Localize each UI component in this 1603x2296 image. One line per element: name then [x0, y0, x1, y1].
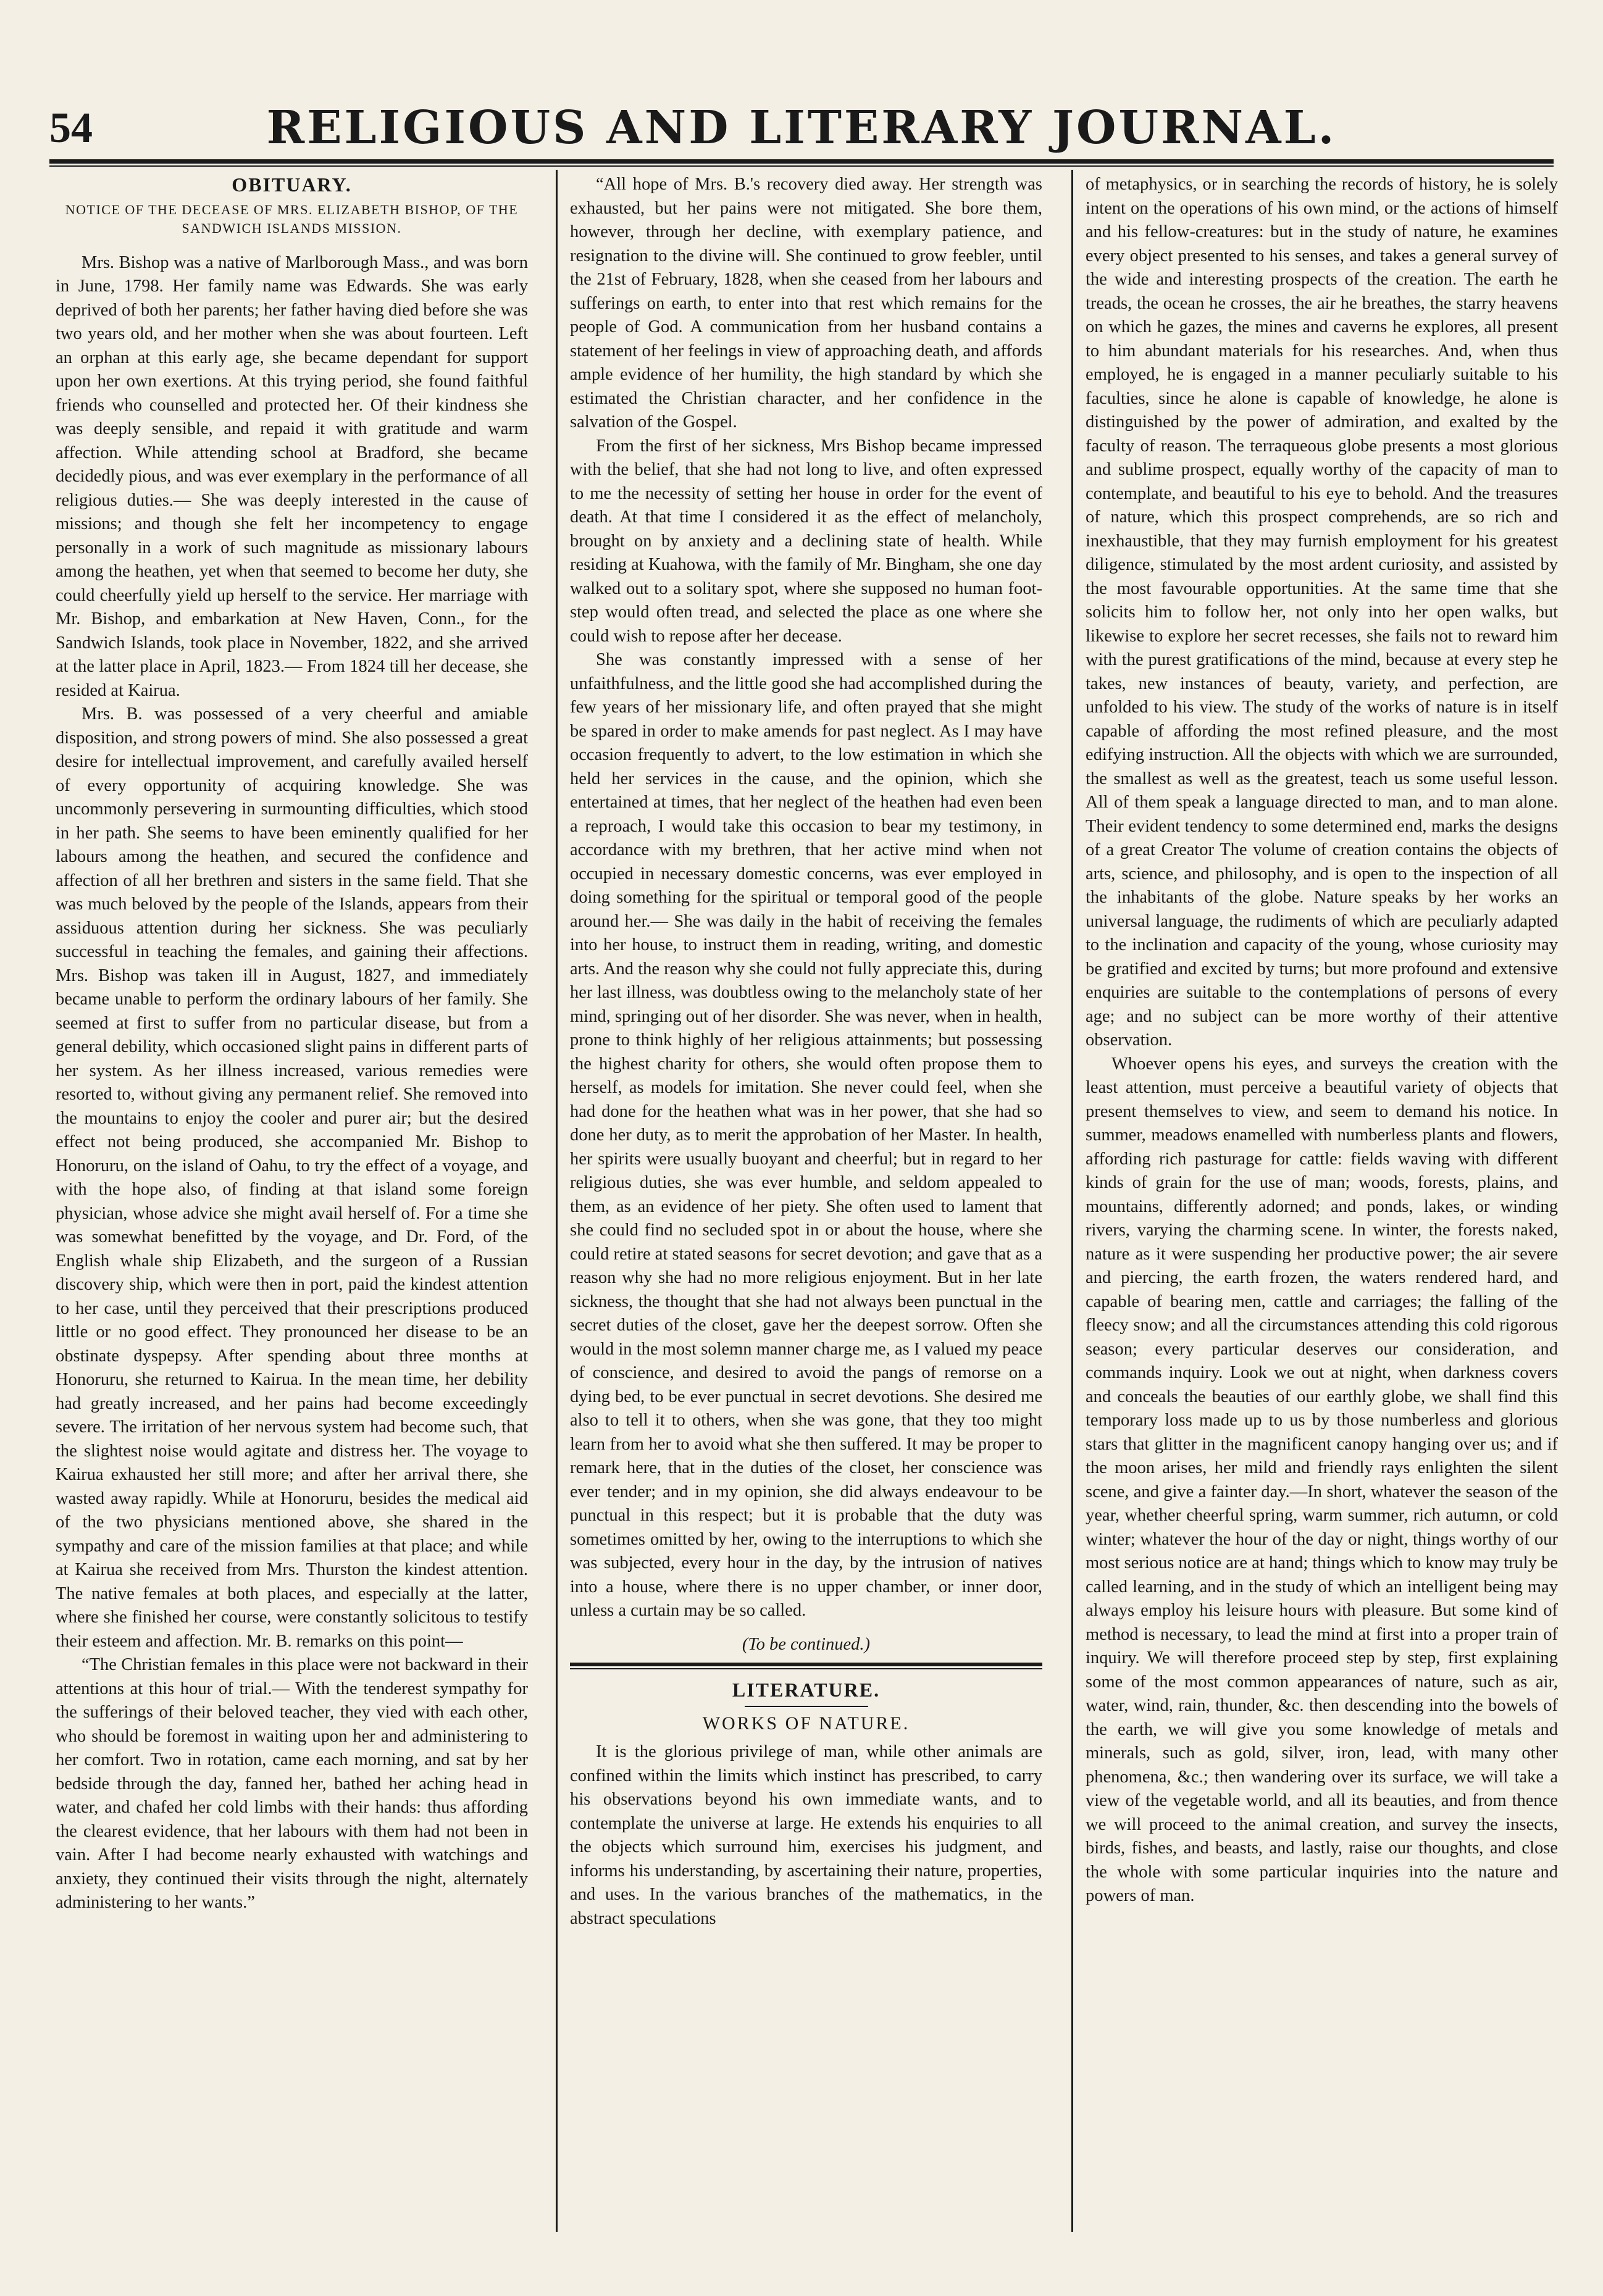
- column-divider: [1071, 170, 1073, 2232]
- column-divider: [556, 170, 558, 2232]
- obituary-paragraph: She was constantly impressed with a sense of her unfaithfulness, and the little good she had accomplished during the few years of her missionary life, and often prayed that she might be spared in order to make amends for past neglect. As I may have occasion frequently to advert, to the low estimation in which she held her services in the cause, and the opinion, which she entertained at times, that her neglect of the heathen had even been a reproach, I would take this occasion to bear my testimony, in accordance with my brethren, that her active mind when not occupied in necessary domestic concerns, was ever employed in doing something for the spiritual or temporal good of the people around her.— She was daily in the habit of receiving the females into her house, to instruct them in reading, writing, and domestic arts. And the reason why she could not fully appreciate this, during her last illness, was doubtless owing to the melancholy state of her mind, springing out of her disorder. She was never, when in health, prone to think highly of her religious attainments; but possessing the highest charity for others, she would often propose them to herself, as models for imitation. She never could feel, when she had done for the heathen what was in her power, that she had so done her duty, as to merit the approbation of her Master. In health, her spirits were usually buoyant and cheerful; but in regard to her religious duties, she was ever humble, and seldom appealed to them, as an evidence of her piety. She often used to lament that she could find no secluded spot in or about the house, where she could retire at stated seasons for secret devotion; and gave that as a reason why she had no more religious enjoyment. But in her late sickness, the thought that she had not always been punctual in the secret duties of the closet, gave her the deepest sorrow. Often she would in the most solemn manner charge me, as I valued my peace of conscience, and desired to avoid the pangs of remorse on a dying bed, to be ever punctual in secret devotions. She desired me also to tell it to others, when she was gone, that they too might learn from her to avoid what she then suffered. It may be proper to remark here, that in the duties of the closet, her conscience was ever tender; and in my opinion, she did always endeavour to be punctual in this respect; but it is probable that the duty was sometimes omitted by her, owing to the interruptions to which she was subjected, every hour in the day, by the intrusion of natives into a house, where there is no upper chamber, or inner door, unless a curtain may be so called.: [570, 650, 1042, 1620]
- obituary-paragraph: From the first of her sickness, Mrs Bishop became impressed with the belief, that she had not long to live, and often expressed to me the necessity of setting her house in order for the event of death. At that time I considered it as the effect of melancholy, brought on by anxiety and a declining state of health. While residing at Kuahowa, with the family of Mr. Bingham, she one day walked out to a solitary spot, where she supposed no human foot-step would often tread, and selected the place as one where she could wish to repose after her decease.: [570, 436, 1042, 646]
- article-title: WORKS OF NATURE.: [702, 1713, 910, 1734]
- article-paragraph: Whoever opens his eyes, and surveys the creation with the least attention, must perceive a beautiful variety of objects that present themselves to view, and seem to demand his notice. In summer, meadows enamelled with numberless plants and flowers, affording rich pasturage for cattle: fields waving with different kinds of grain for the use of man; woods, forests, plains, and mountains, differently adorned; and ponds, lakes, or winding rivers, varying the charming scene. In winter, the forests naked, nature as it were suspending her productive power; the air severe and piercing, the earth frozen, the waters rendered hard, and capable of bearing men, cattle and carriages; the falling of the fleecy snow; and all the circumstances attending this cold rigorous season; every particular deserves our consideration, and commands inquiry. Look we out at night, when darkness covers and conceals the beauties of our earthly globe, we shall find this temporary loss made up to us by those numberless and glorious stars that glitter in the magnificent canopy hanging over us; and if the moon arises, her mild and friendly rays enlighten the silent scene, and give a fainter day.—In short, whatever the season of the year, whether cheerful spring, warm summer, rich autumn, or cold winter; whatever the hour of the day or night, things worthy of our most serious notice are at hand; things which to know may truly be called learning, and in the study of which an intelligent being may always employ his leisure hours with pleasure. But some kind of method is necessary, to lead the mind at first into a proper train of inquiry. We will therefore proceed step by step, first explaining some of the most common appearances of nature, such as air, water, wind, rain, thunder, &c. then descending into the bowels of the earth, we will give you some knowledge of metals and minerals, such as gold, silver, iron, lead, with many other phenomena, &c.; then wandering over its surface, we will take a view of the vegetable world, and all its beauties, and from thence we will proceed to the animal creation, and survey the insects, birds, fishes, and beasts, and lastly, raise our thoughts, and close the whole with some particular inquiries into the nature and powers of man.: [1086, 1054, 1558, 1905]
- section-rule-thick: [570, 1663, 1042, 1666]
- continued-note: (To be continued.): [742, 1634, 871, 1654]
- column-3: [1086, 173, 1558, 2229]
- header-rule-thin: [49, 165, 1554, 167]
- page-header: [49, 99, 1554, 157]
- column-1: [56, 173, 528, 2229]
- obituary-paragraph: “The Christian females in this place were not backward in their attentions at this hour of trial.— With the tenderest sympathy for the sufferings of their beloved teacher, they vied with each other, who should be foremost in waiting upon her and administering to her comfort. Two in rotation, came each morning, and sat by her bedside through the day, fanned her, bathed her aching head in water, and chafed her cold limbs with their hands: thus affording the clearest evidence, that her labours with them had not been in vain. After I had become nearly exhausted with watchings and anxiety, they continued their visits through the night, alternately administering to her wants.”: [56, 1655, 528, 1912]
- page-number: 54: [49, 104, 93, 152]
- header-rule-thick: [49, 159, 1554, 164]
- section-rule-thin: [570, 1668, 1042, 1669]
- column-2: [570, 173, 1042, 2229]
- obituary-paragraph: Mrs. Bishop was a native of Marlborough Mass., and was born in June, 1798. Her family name was Edwards. She was early deprived of both her parents; her father having died before she was two years old, and her mother when she was about fourteen. Left an orphan at this early age, she became dependant for support upon her own exertions. At this trying period, she found faithful friends who counselled and protected her. Of their kindness she was deeply sensible, and repaid it with gratitude and warm affection. While attending school at Bradford, she became decidedly pious, and was ever exemplary in the performance of all religious duties.— She was deeply interested in the cause of missions; and though she felt her incompetency to engage personally in a work of such magnitude as missionary labours among the heathen, yet when that seemed to become her duty, she could cheerfully yield up herself to the service. Her marriage with Mr. Bishop, and embarkation at New Haven, Conn., for the Sandwich Islands, took place in November, 1822, and she arrived at the latter place in April, 1823.— From 1824 till her decease, she resided at Kairua.: [56, 253, 528, 700]
- journal-title: RELIGIOUS AND LITERARY JOURNAL.: [266, 101, 1337, 154]
- article-paragraph: of metaphysics, or in searching the records of history, he is solely intent on the operations of his own mind, or the actions of himself and his fellow-creatures: but in the study of nature, he examines every object presented to his senses, and takes a general survey of the wide and interesting prospects of the creation. The earth he treads, the ocean he crosses, the air he breathes, the starry heavens on which he gazes, the mines and caverns he explores, all present to him abundant materials for his researches. And, when thus employed, he is engaged in a manner peculiarly suitable to his faculties, since he alone is capable of knowledge, he alone is distinguished by the power of admiration, and exalted by the faculty of reason. The terraqueous globe presents a most glorious and sublime prospect, equally worthy of the capacity of man to contemplate, and beautiful to his eye to behold. And the treasures of nature, which this prospect comprehends, are so rich and inexhaustible, that they may furnish employment for his greatest diligence, stimulated by the most ardent curiosity, and assisted by the most favourable opportunities. At the same time that she solicits him to follow her, not only into her open walks, but likewise to explore her secret recesses, she fails not to reward him with the purest gratifications of the mind, because at every step he takes, new instances of beauty, variety, and perfection, are unfolded to his view. The study of the works of nature is in itself capable of affording the most refined pleasure, and the most edifying instruction. All the objects with which we are surrounded, the smallest as well as the greatest, teach us some useful lesson. All of them speak a language directed to man, and to man alone. Their evident tendency to some determined end, marks the designs of a great Creator The volume of creation contains the objects of arts, science, and philosophy, and is open to the inspection of all the inhabitants of the globe. Nature speaks by her works an universal language, the rudiments of which are peculiarly adapted to the inclination and capacity of the young, whose curiosity may be gratified and excited by turns; but more profound and extensive enquiries are suitable to the contemplations of persons of every age; and no subject can be more worthy of their attentive observation.: [1086, 175, 1558, 1050]
- obituary-paragraph: “All hope of Mrs. B.'s recovery died away. Her strength was exhausted, but her pains were not mitigated. She bore them, however, through her decline, with exemplary patience, and resignation to the divine will. She continued to grow feebler, until the 21st of February, 1828, when she ceased from her labours and sufferings on earth, to enter into that rest which remains for the people of God. A communication from her husband contains a statement of her feelings in view of approaching death, and affords ample evidence of her humility, the high standard by which she estimated the Christian character, and her confidence in the salvation of the Gospel.: [570, 175, 1042, 432]
- heading-rule: [745, 1706, 868, 1707]
- obituary-heading: OBITUARY.: [232, 173, 352, 196]
- article-paragraph: It is the glorious privilege of man, while other animals are confined within the limits which instinct has prescribed, to carry his observations beyond his own immediate wants, and to contemplate the universe at large. He extends his enquiries to all the objects which surround him, exercises his judgment, and informs his understanding, by ascertaining their nature, properties, and uses. In the various branches of the mathematics, in the abstract speculations: [570, 1742, 1042, 1928]
- literature-heading: LITERATURE.: [732, 1679, 881, 1701]
- obituary-notice: NOTICE OF THE DECEASE OF MRS. ELIZABETH BISHOP, OF THE SANDWICH ISLANDS MISSION.: [65, 201, 519, 236]
- obituary-paragraph: Mrs. B. was possessed of a very cheerful and amiable disposition, and strong powers of mind. She also possessed a great desire for intellectual improvement, and carefully availed herself of every opportunity of acquiring knowledge. She was uncommonly persevering in surmounting difficulties, which stood in her path. She seems to have been eminently qualified for her labours among the heathen, and secured the confidence and affection of all her brethren and sisters in the same field. That she was much beloved by the people of the Islands, appears from their assiduous attention during her sickness. She was peculiarly successful in teaching the females, and gaining their affections. Mrs. Bishop was taken ill in August, 1827, and immediately became unable to perform the ordinary labours of her family. She seemed at first to suffer from no particular disease, but from a general debility, which occasioned slight pains in different parts of her system. As her illness increased, various remedies were resorted to, without giving any permanent relief. She removed into the mountains to enjoy the cooler and purer air; but the desired effect not being produced, she accompanied Mr. Bishop to Honoruru, on the island of Oahu, to try the effect of a voyage, and with the hope also, of finding at that island some foreign physician, whose advice she might avail herself of. For a time she was somewhat benefitted by the voyage, and Dr. Ford, of the English whale ship Elizabeth, and the surgeon of a Russian discovery ship, which were then in port, paid the kindest attention to her case, until they perceived that their prescriptions produced little or no good effect. They pronounced her disease to be an obstinate dyspepsy. After spending about three months at Honoruru, she returned to Kairua. In the mean time, her debility had greatly increased, and her pains had become exceedingly severe. The irritation of her nervous system had become such, that the slightest noise would agitate and distress her. The voyage to Kairua exhausted her still more; and after her arrival there, she wasted away rapidly. While at Honoruru, besides the medical aid of the two physicians mentioned above, she shared in the sympathy and care of the mission families at that place; and while at Kairua she received from Mrs. Thurston the kindest attention. The native females at both places, and especially at the latter, where she finished her course, were constantly solicitous to testify their esteem and affection. Mr. B. remarks on this point—: [56, 704, 528, 1651]
